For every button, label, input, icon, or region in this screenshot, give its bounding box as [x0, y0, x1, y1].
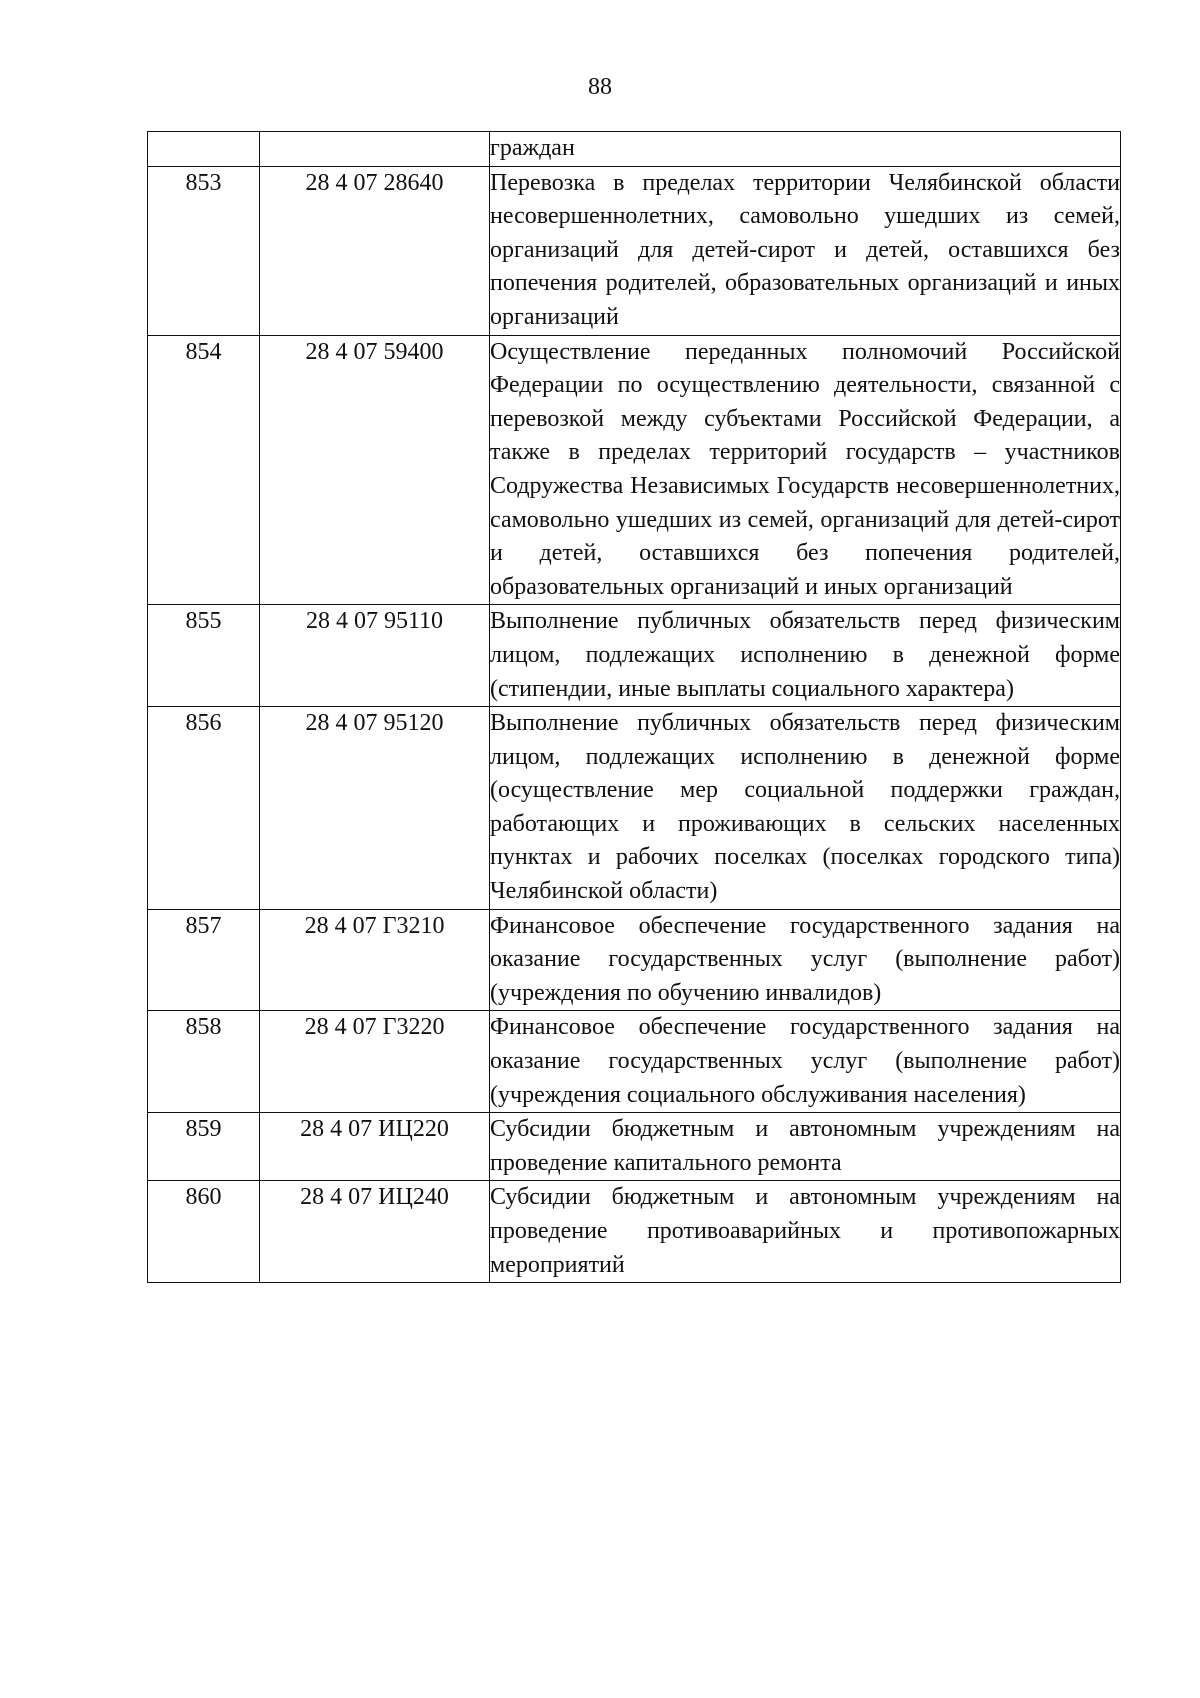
table-row: [148, 605, 1121, 707]
row-description: Финансовое обеспечение государственного задания на оказание государственных услуг (выполнение работ) (учреждения социального обслуживания населения): [490, 1011, 1121, 1113]
row-number: [148, 132, 260, 167]
row-code: 28 4 07 28640: [260, 166, 490, 335]
table-row: [148, 909, 1121, 1011]
row-number: 859: [148, 1113, 260, 1181]
table-row: [148, 1011, 1121, 1113]
row-description: Финансовое обеспечение государственного задания на оказание государственных услуг (выполнение работ) (учреждения по обучению инвалидов): [490, 909, 1121, 1011]
page-number: 88: [588, 74, 612, 100]
table-body: [148, 132, 1121, 1283]
row-description: Осуществление переданных полномочий Российской Федерации по осуществлению деятельности, связанной с перевозкой между субъектами Российской Федерации, а также в пределах территорий государств – участников Содружества Независимых Государств несовершеннолетних, самовольно ушедших из семей, организаций для детей-сирот и детей, оставшихся без попечения родителей, образовательных организаций и иных организаций: [490, 335, 1121, 605]
row-description: Субсидии бюджетным и автономным учреждениям на проведение противоаварийных и противопожарных мероприятий: [490, 1181, 1121, 1283]
table-row: [148, 1113, 1121, 1181]
row-number: 856: [148, 707, 260, 910]
row-code: 28 4 07 59400: [260, 335, 490, 605]
row-description: Выполнение публичных обязательств перед физическим лицом, подлежащих исполнению в денежной форме (стипендии, иные выплаты социального характера): [490, 605, 1121, 707]
table-row: [148, 132, 1121, 167]
row-code: 28 4 07 Г3220: [260, 1011, 490, 1113]
row-code: [260, 132, 490, 167]
row-code: 28 4 07 95120: [260, 707, 490, 910]
row-description: Выполнение публичных обязательств перед физическим лицом, подлежащих исполнению в денежной форме (осуществление мер социальной поддержки граждан, работающих и проживающих в сельских населенных пунктах и рабочих поселках (поселках городского типа) Челябинской области): [490, 707, 1121, 910]
row-number: 860: [148, 1181, 260, 1283]
table-row: [148, 707, 1121, 910]
row-description: Перевозка в пределах территории Челябинской области несовершеннолетних, самовольно ушедших из семей, организаций для детей-сирот и детей, оставшихся без попечения родителей, образовательных организаций и иных организаций: [490, 166, 1121, 335]
budget-code-table: [147, 131, 1121, 1283]
row-description: Субсидии бюджетным и автономным учреждениям на проведение капитального ремонта: [490, 1113, 1121, 1181]
row-number: 858: [148, 1011, 260, 1113]
table-row: [148, 1181, 1121, 1283]
row-description: граждан: [490, 132, 1121, 167]
row-number: 853: [148, 166, 260, 335]
table-row: [148, 166, 1121, 335]
row-number: 857: [148, 909, 260, 1011]
row-code: 28 4 07 95110: [260, 605, 490, 707]
row-number: 855: [148, 605, 260, 707]
row-code: 28 4 07 ИЦ220: [260, 1113, 490, 1181]
table-row: [148, 335, 1121, 605]
row-code: 28 4 07 Г3210: [260, 909, 490, 1011]
row-number: 854: [148, 335, 260, 605]
row-code: 28 4 07 ИЦ240: [260, 1181, 490, 1283]
